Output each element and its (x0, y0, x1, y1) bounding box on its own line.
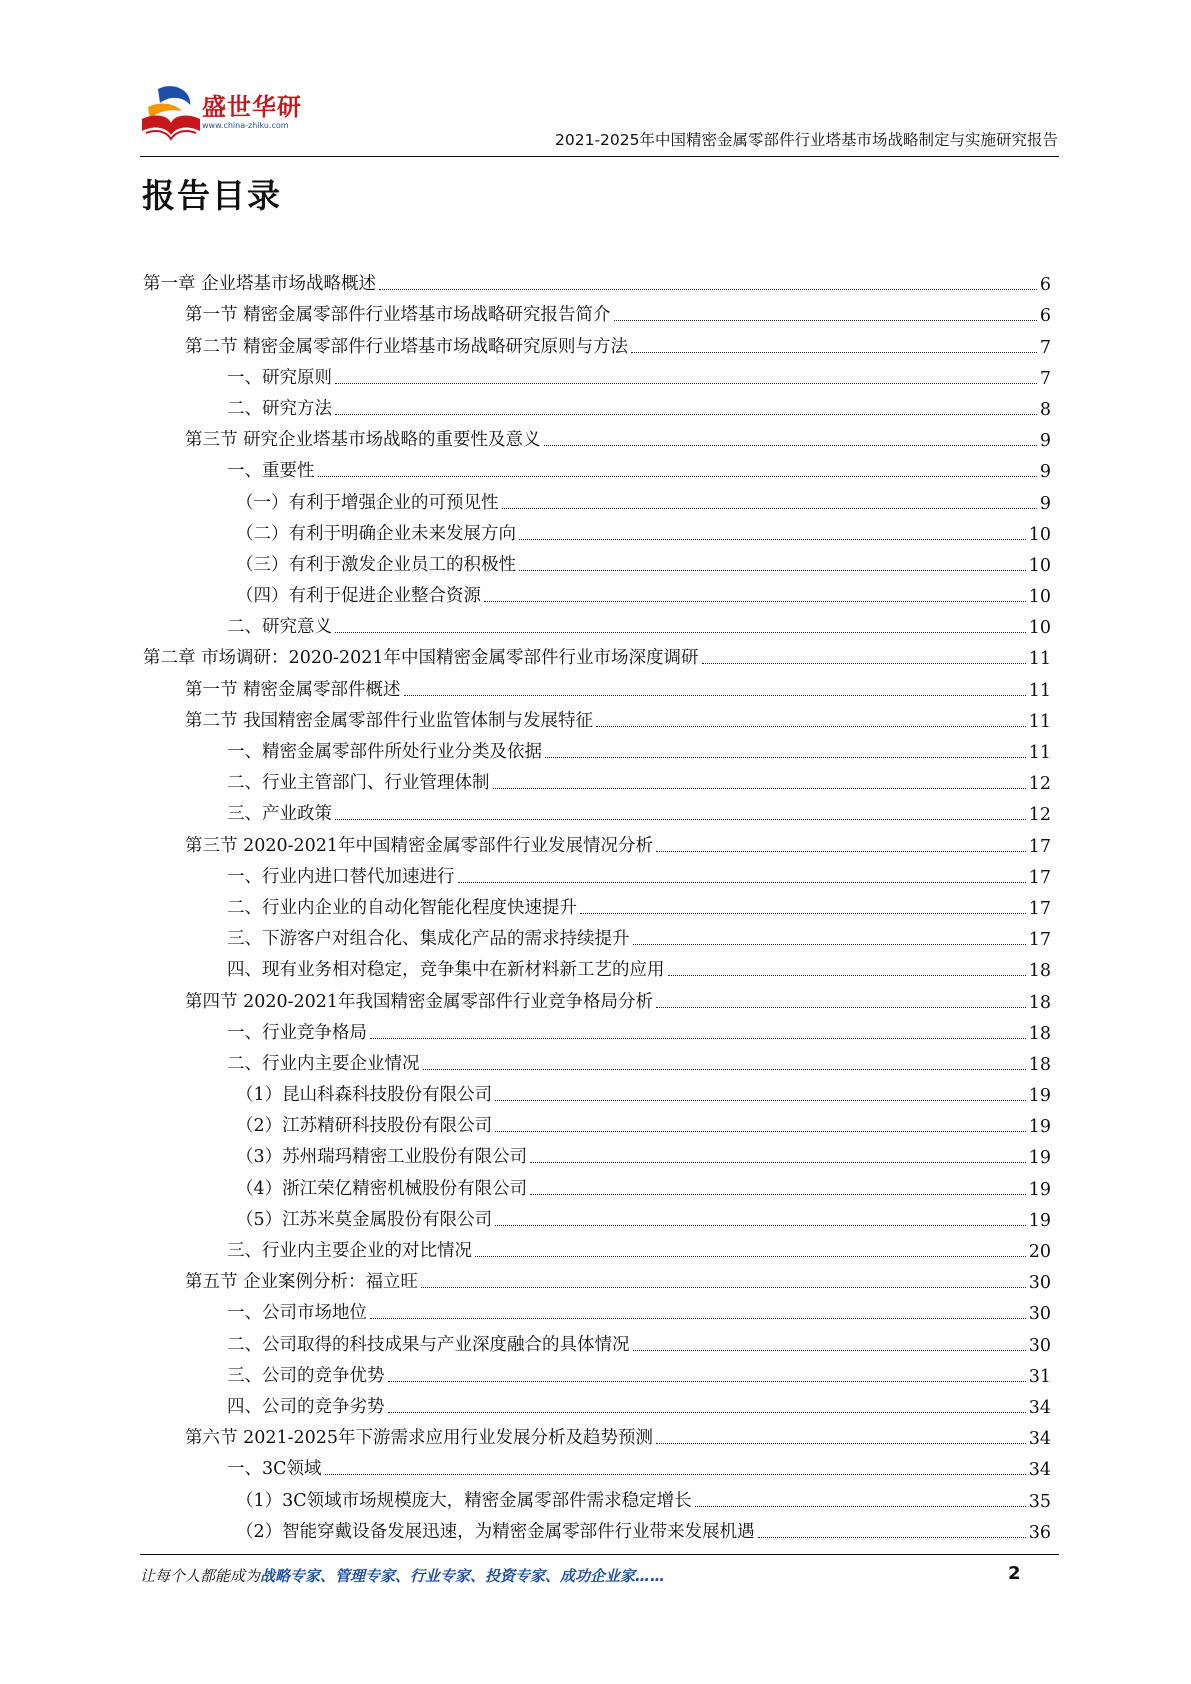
toc-dot-leader (758, 1537, 1026, 1538)
toc-entry[interactable] (143, 1387, 1051, 1418)
toc-entry[interactable] (143, 295, 1051, 326)
toc-entry[interactable] (143, 763, 1051, 794)
toc-entry-page: 19 (1028, 1210, 1051, 1231)
toc-entry[interactable] (143, 514, 1051, 545)
toc-entry-page: 19 (1028, 1117, 1051, 1138)
header-divider (140, 156, 1059, 157)
toc-dot-leader (495, 1131, 1026, 1132)
toc-entry-title: （1）昆山科森科技股份有限公司 (236, 1085, 493, 1106)
toc-dot-leader (656, 851, 1026, 852)
company-logo (140, 83, 320, 149)
toc-entry-title: 二、行业内企业的自动化智能化程度快速提升 (227, 897, 577, 918)
toc-dot-leader (656, 1007, 1026, 1008)
toc-entry-page: 18 (1028, 961, 1051, 982)
toc-entry-page: 6 (1039, 306, 1051, 327)
toc-dot-leader (530, 1162, 1026, 1163)
toc-entry-page: 17 (1028, 836, 1051, 857)
toc-entry-title: 第四节 2020-2021年我国精密金属零部件行业竞争格局分析 (185, 991, 654, 1012)
toc-entry-page: 10 (1028, 587, 1051, 608)
toc-entry[interactable] (143, 1075, 1051, 1106)
toc-entry-page: 30 (1028, 1304, 1051, 1325)
toc-entry[interactable] (143, 358, 1051, 389)
toc-entry-page: 19 (1028, 1086, 1051, 1107)
toc-dot-leader (484, 601, 1026, 602)
toc-entry-title: 第二章 市场调研：2020-2021年中国精密金属零部件行业市场深度调研 (143, 648, 699, 669)
toc-entry-title: 一、行业内进口替代加速进行 (227, 866, 455, 887)
toc-dot-leader (633, 944, 1026, 945)
toc-entry[interactable] (143, 825, 1051, 856)
toc-entry-title: 一、行业竞争格局 (227, 1022, 367, 1043)
toc-entry-title: （一）有利于增强企业的可预见性 (236, 492, 499, 513)
toc-dot-leader (544, 445, 1037, 446)
toc-entry-page: 19 (1028, 1179, 1051, 1200)
toc-entry[interactable] (143, 1262, 1051, 1293)
toc-entry-title: 第五节 企业案例分析：福立旺 (185, 1272, 419, 1293)
page-title: 报告目录 (142, 176, 282, 215)
toc-entry-page: 10 (1028, 524, 1051, 545)
footer-divider (140, 1554, 1059, 1555)
toc-dot-leader (633, 1350, 1026, 1351)
toc-entry-page: 9 (1039, 493, 1051, 514)
toc-dot-leader (458, 882, 1026, 883)
toc-entry-page: 11 (1028, 743, 1051, 763)
toc-entry-page: 17 (1028, 898, 1051, 919)
toc-entry[interactable] (143, 1324, 1051, 1355)
toc-dot-leader (370, 1318, 1026, 1319)
toc-dot-leader (493, 788, 1026, 789)
toc-entry-title: 第一节 精密金属零部件行业塔基市场战略研究报告简介 (185, 305, 611, 326)
toc-entry-title: （5）江苏米莫金属股份有限公司 (236, 1209, 493, 1230)
toc-dot-leader (668, 975, 1026, 976)
logo-name: 盛世华研 (202, 93, 302, 121)
toc-entry-title: （1）3C领域市场规模庞大，精密金属零部件需求稳定增长 (236, 1490, 692, 1511)
toc-entry[interactable] (143, 451, 1051, 482)
toc-entry-title: 二、行业主管部门、行业管理体制 (227, 773, 490, 794)
toc-entry[interactable] (143, 389, 1051, 420)
toc-dot-leader (335, 414, 1037, 415)
footer-slogan (140, 1565, 665, 1586)
toc-entry[interactable] (143, 638, 1051, 669)
page-header (0, 0, 1191, 160)
toc-entry-page: 18 (1028, 992, 1051, 1013)
toc-dot-leader (388, 1381, 1026, 1382)
toc-entry-page: 9 (1039, 431, 1051, 452)
toc-dot-leader (702, 663, 1026, 664)
toc-entry[interactable] (143, 1231, 1051, 1262)
toc-entry-title: 一、3C领域 (227, 1459, 322, 1480)
toc-dot-leader (530, 1194, 1026, 1195)
toc-entry[interactable] (143, 669, 1051, 700)
toc-entry-page: 30 (1028, 1273, 1051, 1294)
toc-dot-leader (545, 757, 1026, 758)
toc-entry-title: 二、研究方法 (227, 398, 332, 419)
toc-entry-page: 36 (1028, 1522, 1051, 1543)
toc-entry-title: 一、公司市场地位 (227, 1303, 367, 1324)
toc-entry-title: （2）江苏精研科技股份有限公司 (236, 1116, 493, 1137)
toc-dot-leader (656, 1443, 1026, 1444)
toc-entry[interactable] (143, 1200, 1051, 1231)
toc-entry[interactable] (143, 1356, 1051, 1387)
toc-entry[interactable] (143, 857, 1051, 888)
toc-dot-leader (614, 320, 1037, 321)
toc-entry-title: 二、行业内主要企业情况 (227, 1053, 420, 1074)
toc-entry-page: 34 (1028, 1460, 1051, 1481)
toc-entry-title: 三、公司的竞争优势 (227, 1365, 385, 1386)
toc-entry[interactable] (143, 1418, 1051, 1449)
toc-entry-title: 三、产业政策 (227, 804, 332, 825)
toc-entry[interactable] (143, 732, 1051, 763)
toc-entry-title: （四）有利于促进企业整合资源 (236, 586, 481, 607)
toc-entry-title: （3）苏州瑞玛精密工业股份有限公司 (236, 1147, 528, 1168)
toc-entry[interactable] (143, 326, 1051, 357)
logo-url: www.china-zhiku.com (202, 121, 289, 130)
toc-entry-page: 7 (1039, 368, 1051, 389)
toc-dot-leader (335, 632, 1026, 633)
toc-entry[interactable] (143, 1044, 1051, 1075)
toc-dot-leader (502, 508, 1037, 509)
toc-dot-leader (495, 1100, 1026, 1101)
toc-entry-title: 四、公司的竞争劣势 (227, 1396, 385, 1417)
toc-entry-page: 31 (1028, 1366, 1051, 1387)
toc-dot-leader (421, 1287, 1026, 1288)
toc-entry[interactable] (143, 794, 1051, 825)
toc-entry-page: 11 (1028, 680, 1051, 701)
toc-entry-page: 12 (1028, 774, 1051, 795)
toc-entry-title: 第二节 我国精密金属零部件行业监管体制与发展特征 (185, 710, 594, 731)
toc-entry[interactable] (143, 919, 1051, 950)
toc-dot-leader (388, 1412, 1026, 1413)
toc-dot-leader (379, 289, 1037, 290)
toc-entry-page: 17 (1028, 867, 1051, 888)
toc-entry[interactable] (143, 888, 1051, 919)
toc-entry-page: 8 (1039, 399, 1051, 420)
footer-slogan-prefix: 让每个人都能成为 (140, 1567, 261, 1585)
toc-entry[interactable] (143, 950, 1051, 981)
toc-entry[interactable] (143, 1449, 1051, 1480)
toc-entry[interactable] (143, 1480, 1051, 1511)
toc-dot-leader (404, 695, 1026, 696)
toc-entry-title: 一、重要性 (227, 461, 315, 482)
toc-entry-page: 20 (1028, 1242, 1051, 1262)
toc-entry-page: 10 (1028, 618, 1051, 639)
toc-dot-leader (495, 1225, 1026, 1226)
toc-entry-page: 7 (1039, 337, 1051, 358)
toc-entry-title: 第六节 2021-2025年下游需求应用行业发展分析及趋势预测 (185, 1428, 654, 1449)
report-title: 2021-2025年中国精密金属零部件行业塔基市场战略制定与实施研究报告 (555, 131, 1058, 149)
toc-dot-leader (370, 1038, 1026, 1039)
toc-entry-title: 第一节 精密金属零部件概述 (185, 679, 401, 700)
toc-entry-page: 34 (1028, 1397, 1051, 1418)
toc-dot-leader (475, 1256, 1026, 1257)
toc-entry-title: 第二节 精密金属零部件行业塔基市场战略研究原则与方法 (185, 336, 629, 357)
toc-entry[interactable] (143, 701, 1051, 732)
toc-entry-title: 一、精密金属零部件所处行业分类及依据 (227, 742, 542, 762)
toc-dot-leader (519, 570, 1026, 571)
toc-entry-page: 10 (1028, 555, 1051, 576)
page-number: 2 (1008, 1563, 1021, 1584)
toc-entry[interactable] (143, 482, 1051, 513)
toc-entry[interactable] (143, 1137, 1051, 1168)
toc-entry-title: 二、公司取得的科技成果与产业深度融合的具体情况 (227, 1334, 630, 1355)
toc-entry[interactable] (143, 420, 1051, 451)
toc-entry-page: 18 (1028, 1023, 1051, 1044)
toc-dot-leader (325, 1474, 1026, 1475)
toc-dot-leader (580, 913, 1026, 914)
toc-entry-page: 35 (1028, 1491, 1051, 1512)
logo-book-icon (140, 83, 202, 149)
toc-entry[interactable] (143, 1293, 1051, 1324)
toc-dot-leader (519, 539, 1026, 540)
toc-entry-title: （二）有利于明确企业未来发展方向 (236, 523, 516, 544)
toc-entry-title: 第三节 研究企业塔基市场战略的重要性及意义 (185, 430, 541, 451)
toc-entry-title: 第三节 2020-2021年中国精密金属零部件行业发展情况分析 (185, 835, 654, 856)
toc-entry-page: 34 (1028, 1429, 1051, 1450)
toc-entry-title: （4）浙江荣亿精密机械股份有限公司 (236, 1178, 528, 1199)
toc-entry[interactable] (143, 1168, 1051, 1199)
toc-entry-page: 17 (1028, 930, 1051, 951)
toc-dot-leader (335, 819, 1026, 820)
footer-slogan-highlight: 战略专家、管理专家、行业专家、投资专家、成功企业家…… (260, 1567, 666, 1585)
toc-entry-page: 18 (1028, 1054, 1051, 1075)
toc-entry-title: 第一章 企业塔基市场战略概述 (143, 274, 377, 295)
toc-entry[interactable] (143, 1013, 1051, 1044)
toc-entry[interactable] (143, 1512, 1051, 1543)
toc-dot-leader (695, 1506, 1026, 1507)
toc-entry-title: 二、研究意义 (227, 617, 332, 638)
toc-entry-title: 三、行业内主要企业的对比情况 (227, 1241, 472, 1261)
table-of-contents (143, 264, 1051, 1543)
toc-entry[interactable] (143, 264, 1051, 295)
toc-dot-leader (318, 476, 1037, 477)
toc-dot-leader (596, 726, 1026, 727)
toc-entry-page: 6 (1039, 275, 1051, 296)
toc-entry-page: 30 (1028, 1335, 1051, 1356)
toc-entry-page: 9 (1039, 462, 1051, 483)
toc-entry-title: （三）有利于激发企业员工的积极性 (236, 554, 516, 575)
toc-entry-page: 12 (1028, 805, 1051, 826)
toc-dot-leader (335, 383, 1037, 384)
toc-entry[interactable] (143, 981, 1051, 1012)
toc-entry-page: 19 (1028, 1148, 1051, 1169)
toc-entry-page: 11 (1028, 649, 1051, 670)
toc-entry-title: 三、下游客户对组合化、集成化产品的需求持续提升 (227, 929, 630, 950)
toc-entry[interactable] (143, 1106, 1051, 1137)
toc-entry-title: 四、现有业务相对稳定，竞争集中在新材料新工艺的应用 (227, 960, 665, 981)
toc-dot-leader (631, 352, 1037, 353)
toc-entry-title: （2）智能穿戴设备发展迅速，为精密金属零部件行业带来发展机遇 (236, 1521, 755, 1542)
toc-entry[interactable] (143, 607, 1051, 638)
toc-dot-leader (423, 1069, 1026, 1070)
toc-entry[interactable] (143, 576, 1051, 607)
toc-entry-title: 一、研究原则 (227, 367, 332, 388)
toc-entry-page: 11 (1028, 711, 1051, 732)
toc-entry[interactable] (143, 545, 1051, 576)
